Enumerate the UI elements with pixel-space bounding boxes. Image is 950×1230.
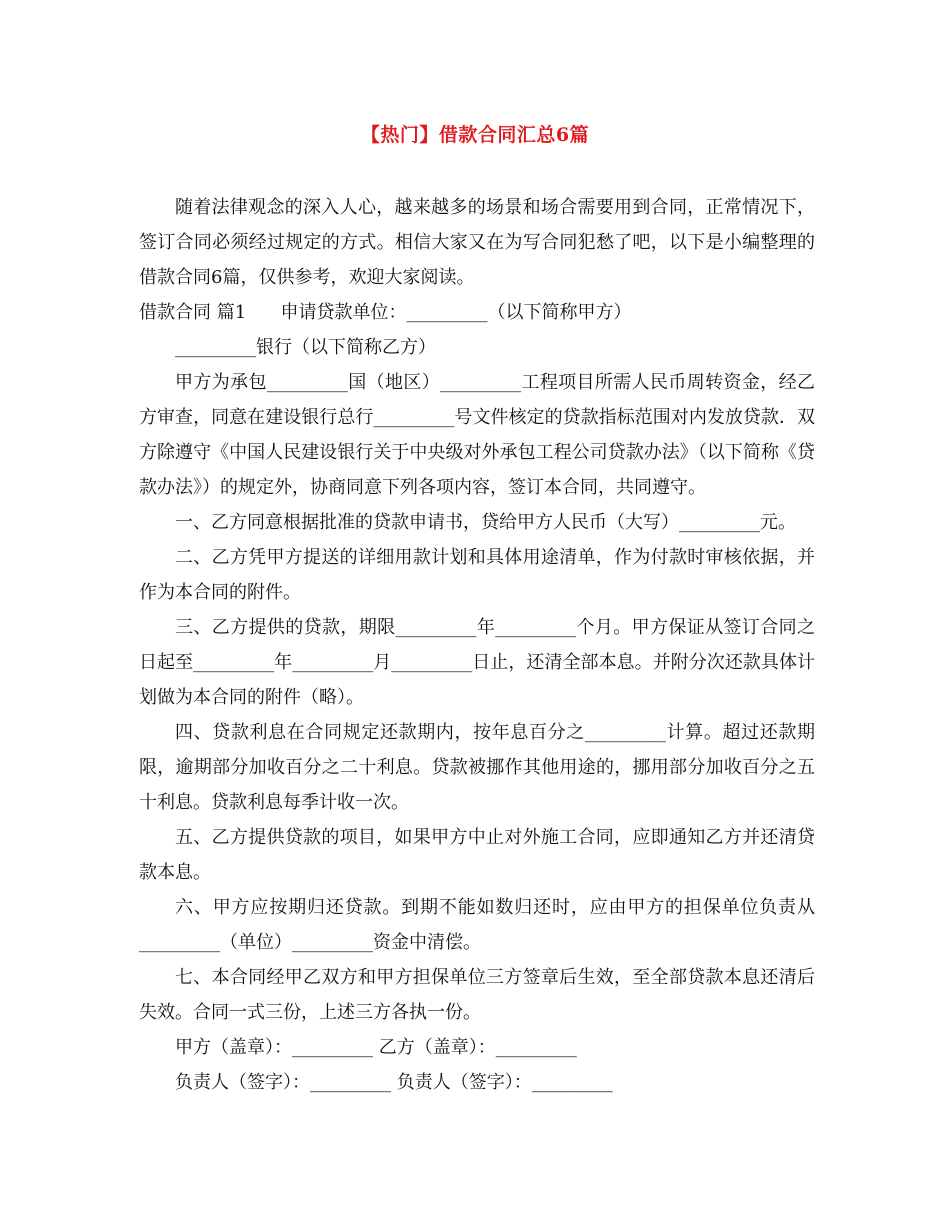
document-title: 【热门】借款合同汇总6篇 xyxy=(360,124,590,146)
signature-line: 负责人（签字）：_________ 负责人（签字）：_________ xyxy=(175,1072,613,1093)
clause-4: 四、贷款利息在合同规定还款期内，按年息百分之_________计算。超过还款期限，逾期部分加收百分之二十利息。贷款被挪作其他用途的，挪用部分加收百分之五十利息。贷款利息每季计收一次。 xyxy=(139,722,815,813)
clause-1: 一、乙方同意根据批准的贷款申请书，贷给甲方人民币（大写）_________元。 xyxy=(175,512,796,533)
seal-line: 甲方（盖章）：_________ 乙方（盖章）：_________ xyxy=(175,1037,577,1058)
contract-heading-line: 借款合同 篇1 申请贷款单位：_________（以下简称甲方） xyxy=(139,302,632,323)
clause-7: 七、本合同经甲乙双方和甲方担保单位三方签章后生效，至全部贷款本息还清后失效。合同一式三份，上述三方各执一份。 xyxy=(139,967,815,1023)
party-b-line: _________银行（以下简称乙方） xyxy=(175,337,436,358)
clause-3: 三、乙方提供的贷款，期限_________年_________个月。甲方保证从签订合同之日起至_________年_________月_________日止，还清全部本息。并附分次还款具体计划做为本合同的附件（略）。 xyxy=(139,617,815,708)
preamble-paragraph: 甲方为承包_________国（地区）_________工程项目所需人民币周转资金，经乙方审查，同意在建设银行总行_________号文件核定的贷款指标范围对内发放贷款．双方除遵守《中国人民建设银行关于中央级对外承包工程公司贷款办法》（以下简称《贷款办法》）的规定外，协商同意下列各项内容，签订本合同，共同遵守。 xyxy=(139,372,815,498)
document-body xyxy=(139,190,815,1100)
clause-6: 六、甲方应按期归还贷款。到期不能如数归还时，应由甲方的担保单位负责从_________（单位）_________资金中清偿。 xyxy=(139,897,815,953)
clause-5: 五、乙方提供贷款的项目，如果甲方中止对外施工合同，应即通知乙方并还清贷款本息。 xyxy=(139,827,815,883)
clause-2: 二、乙方凭甲方提送的详细用款计划和具体用途清单，作为付款时审核依据，并作为本合同的附件。 xyxy=(139,547,815,603)
intro-paragraph: 随着法律观念的深入人心，越来越多的场景和场合需要用到合同，正常情况下，签订合同必须经过规定的方式。相信大家又在为写合同犯愁了吧，以下是小编整理的借款合同6篇，仅供参考，欢迎大家阅读。 xyxy=(139,197,815,288)
